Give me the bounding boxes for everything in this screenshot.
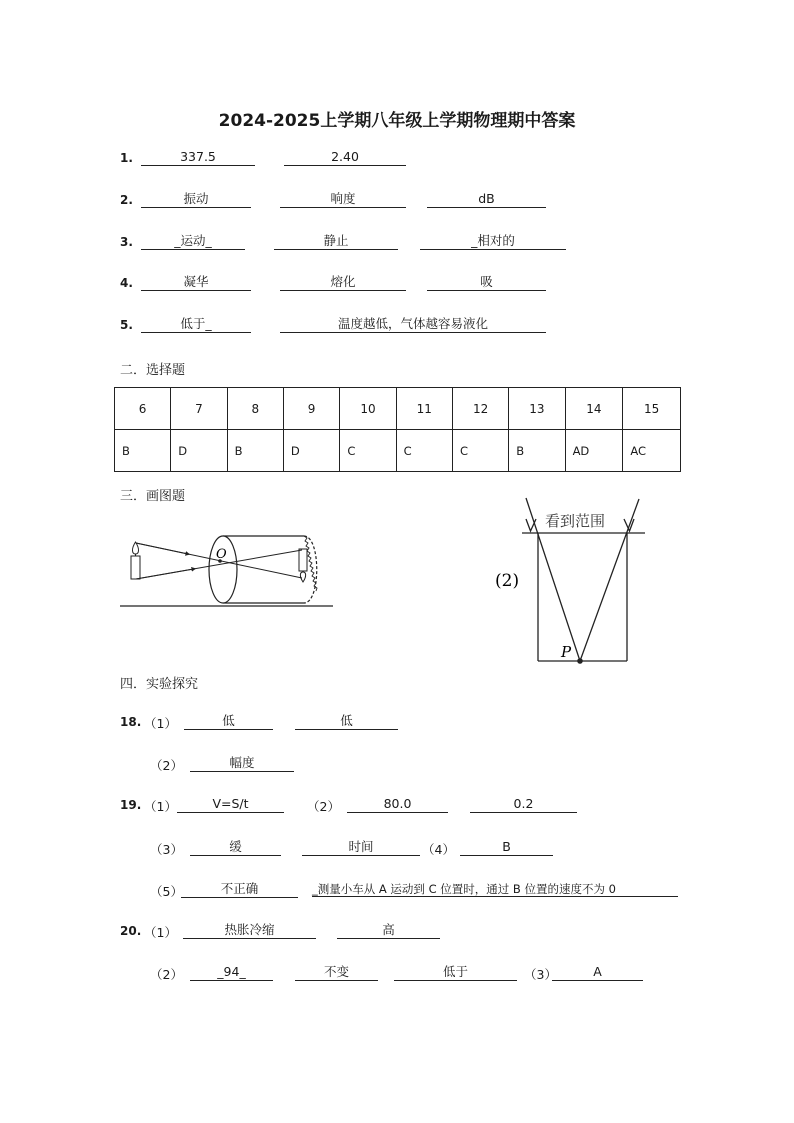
table-cell: C — [340, 430, 396, 472]
answer-blank: _94_ — [190, 964, 273, 981]
part-label: （2） — [307, 799, 340, 814]
page-title: 2024-2025上学期八年级上学期物理期中答案 — [218, 111, 576, 131]
question-number: 19. — [120, 798, 142, 812]
table-cell: 11 — [396, 388, 452, 430]
candle-icon — [131, 542, 140, 579]
part-label: （3） — [524, 967, 557, 982]
answer-blank: 缓 — [190, 839, 281, 856]
table-cell: 12 — [452, 388, 508, 430]
table-cell: AC — [623, 430, 681, 472]
answer-blank: 熔化 — [280, 274, 406, 291]
answer-blank: dB — [427, 191, 546, 208]
answer-blank: 热胀冷缩 — [183, 922, 316, 939]
answer-blank: _运动_ — [141, 233, 245, 250]
table-cell: 6 — [115, 388, 171, 430]
table-cell: B — [227, 430, 283, 472]
answer-blank: 时间 — [302, 839, 420, 856]
section-heading: 三．画图题 — [120, 489, 186, 504]
figure-number: (2) — [495, 571, 520, 591]
part-label: （5） — [150, 884, 183, 899]
pinhole-camera-figure — [115, 515, 340, 615]
section-heading: 四．实验探究 — [120, 677, 199, 692]
part-label: （2） — [150, 758, 183, 773]
table-cell: C — [396, 430, 452, 472]
answer-blank: 高 — [337, 922, 440, 939]
part-label: （3） — [150, 842, 183, 857]
answer-blank: 不变 — [295, 964, 378, 981]
answer-blank: 响度 — [280, 191, 406, 208]
section-heading: 二．选择题 — [120, 363, 186, 378]
part-label: （4） — [422, 842, 455, 857]
answer-blank: 0.2 — [470, 796, 577, 813]
table-cell: B — [115, 430, 171, 472]
table-cell: 15 — [623, 388, 681, 430]
table-cell: 9 — [283, 388, 339, 430]
question-number: 3. — [120, 235, 133, 249]
table-cell: 8 — [227, 388, 283, 430]
table-cell: 14 — [565, 388, 623, 430]
answer-blank: 低 — [295, 713, 398, 730]
answer-blank: B — [460, 839, 553, 856]
table-cell: AD — [565, 430, 623, 472]
answer-blank: _测量小车从 A 运动到 C 位置时，通过 B 位置的速度不为 0 — [312, 881, 678, 897]
point-o-label: O — [216, 547, 227, 562]
inverted-candle-image-icon — [299, 549, 307, 582]
table-cell: D — [283, 430, 339, 472]
answer-blank: 低 — [184, 713, 273, 730]
answer-blank: 337.5 — [141, 149, 255, 166]
answer-blank: A — [552, 964, 643, 981]
part-label: （1） — [144, 925, 177, 940]
answer-blank: V=S/t — [177, 796, 284, 813]
table-cell: C — [452, 430, 508, 472]
point-p-label: P — [561, 643, 572, 661]
question-number: 4. — [120, 276, 133, 290]
table-cell: D — [171, 430, 227, 472]
answer-blank: 不正确 — [181, 881, 298, 898]
part-label: （1） — [144, 716, 177, 731]
question-number: 18. — [120, 715, 142, 729]
answer-blank: 80.0 — [347, 796, 448, 813]
viewing-range-figure — [490, 495, 650, 670]
answer-blank: 吸 — [427, 274, 546, 291]
answer-blank: 低于_ — [141, 316, 251, 333]
question-number: 2. — [120, 193, 133, 207]
table-cell: 10 — [340, 388, 396, 430]
answer-blank: 振动 — [141, 191, 251, 208]
table-cell: B — [509, 430, 565, 472]
question-number: 1. — [120, 151, 133, 165]
question-number: 5. — [120, 318, 133, 332]
choice-answer-table — [114, 387, 681, 472]
viewing-range-label: 看到范围 — [545, 512, 606, 530]
question-number-row — [115, 388, 681, 430]
part-label: （2） — [150, 967, 183, 982]
answer-blank: 温度越低，气体越容易液化 — [280, 316, 546, 333]
table-cell: 7 — [171, 388, 227, 430]
answer-blank: 低于 — [394, 964, 517, 981]
answer-blank: 静止 — [274, 233, 398, 250]
answer-blank: _相对的 — [420, 233, 566, 250]
answer-blank: 幅度 — [190, 755, 294, 772]
answer-blank: 凝华 — [141, 274, 251, 291]
table-cell: 13 — [509, 388, 565, 430]
answer-blank: 2.40 — [284, 149, 406, 166]
answer-row — [115, 430, 681, 472]
part-label: （1） — [144, 799, 177, 814]
question-number: 20. — [120, 924, 142, 938]
